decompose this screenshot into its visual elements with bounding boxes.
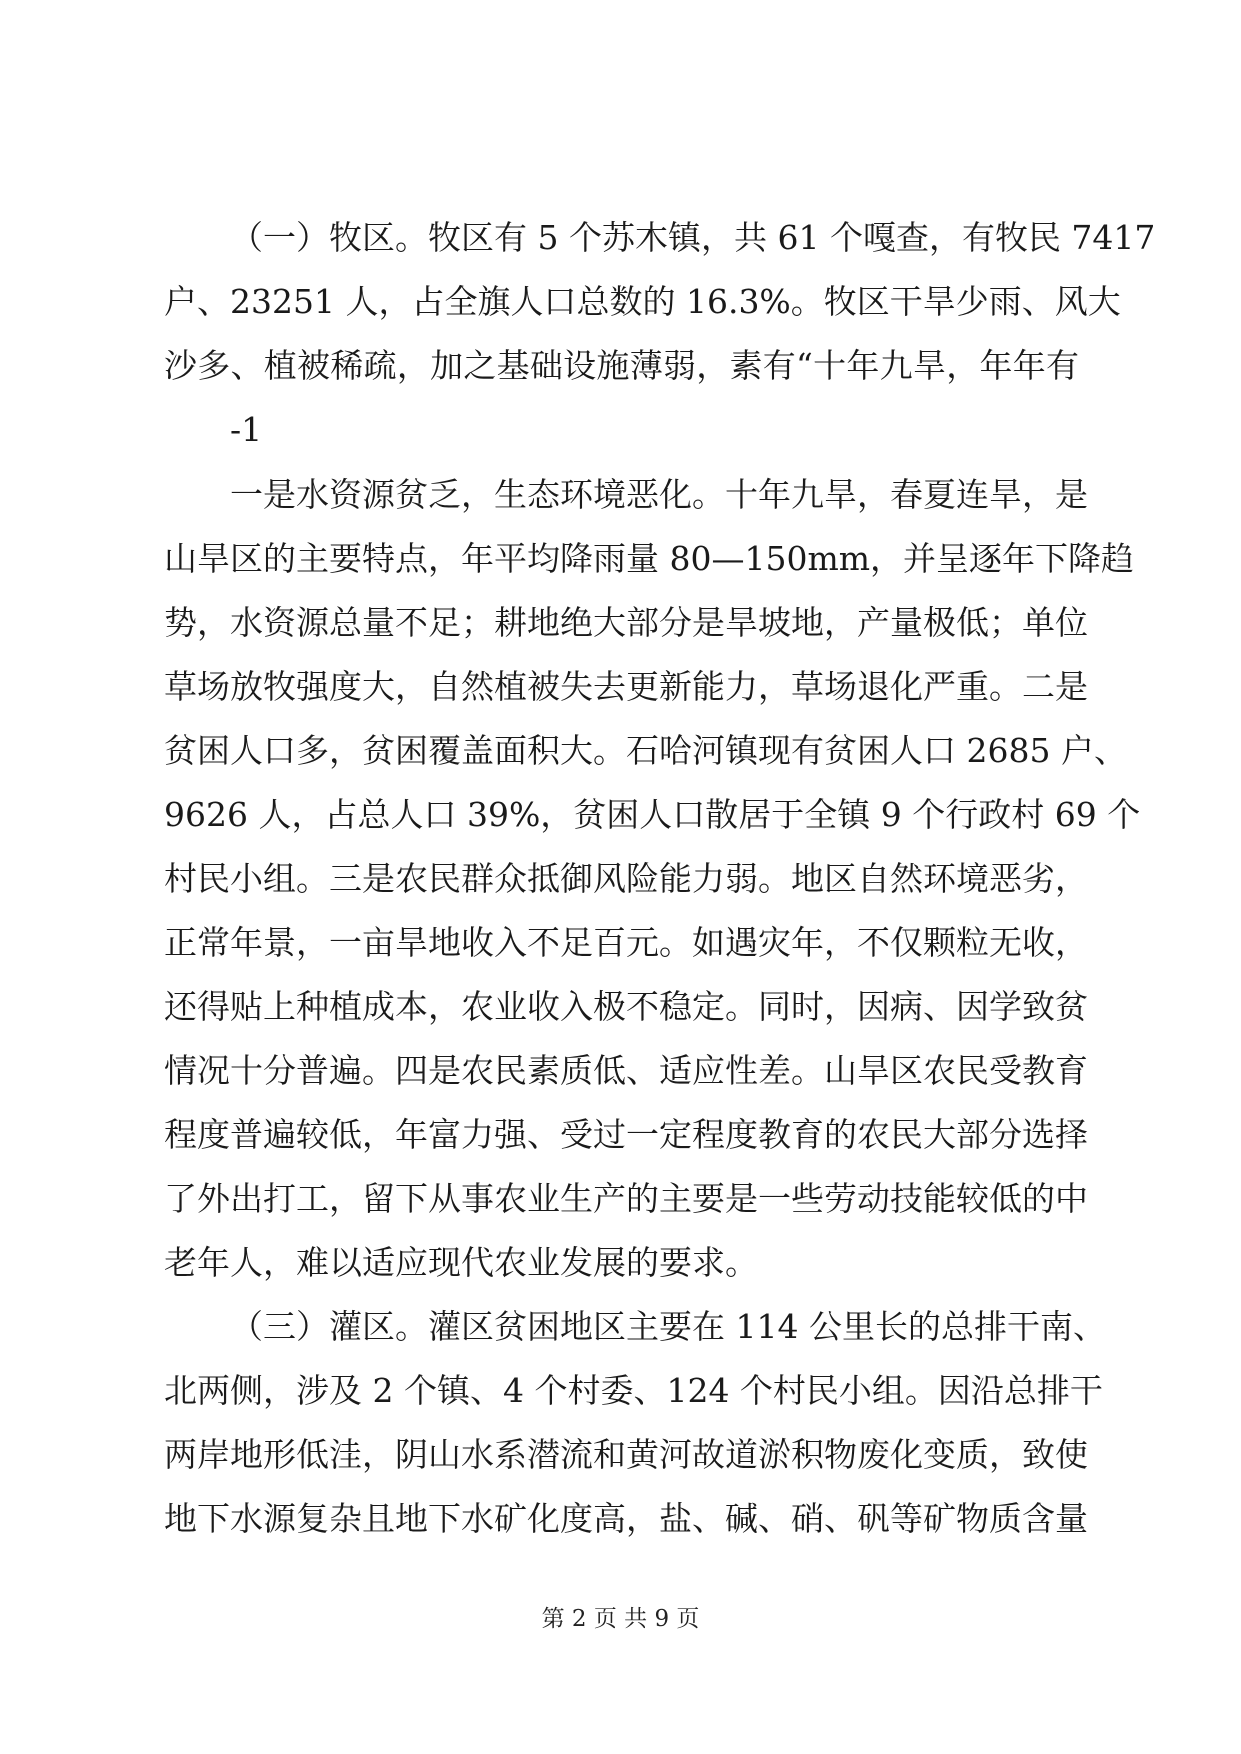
paragraph-line: 山旱区的主要特点，年平均降雨量 80—150mm，并呈逐年下降趋 — [164, 539, 1135, 578]
paragraph-line: 正常年景，一亩旱地收入不足百元。如遇灾年，不仅颗粒无收， — [164, 923, 1088, 962]
paragraph-line: 9626 人，占总人口 39%，贫困人口散居于全镇 9 个行政村 69 个 — [164, 795, 1141, 834]
page-marker: -1 — [230, 410, 263, 449]
paragraph-line: 地下水源复杂且地下水矿化度高，盐、碱、硝、矾等矿物质含量 — [164, 1499, 1088, 1538]
paragraph-line: 沙多、植被稀疏，加之基础设施薄弱，素有“十年九旱，年年有 — [164, 346, 1079, 385]
paragraph-line: 户、23251 人，占全旗人口总数的 16.3%。牧区干旱少雨、风大 — [164, 282, 1121, 321]
paragraph-line: 草场放牧强度大，自然植被失去更新能力，草场退化严重。二是 — [164, 667, 1088, 706]
paragraph-line: 情况十分普遍。四是农民素质低、适应性差。山旱区农民受教育 — [164, 1051, 1088, 1090]
paragraph-line: （三）灌区。灌区贫困地区主要在 114 公里长的总排干南、 — [230, 1307, 1106, 1346]
paragraph-line: 老年人，难以适应现代农业发展的要求。 — [164, 1243, 758, 1282]
paragraph-line: 两岸地形低洼，阴山水系潜流和黄河故道淤积物废化变质，致使 — [164, 1435, 1088, 1474]
paragraph-line: 势，水资源总量不足；耕地绝大部分是旱坡地，产量极低；单位 — [164, 603, 1088, 642]
paragraph-line: 了外出打工，留下从事农业生产的主要是一些劳动技能较低的中 — [164, 1179, 1088, 1218]
paragraph-line: 一是水资源贫乏，生态环境恶化。十年九旱，春夏连旱，是 — [230, 475, 1088, 514]
paragraph-line: 贫困人口多，贫困覆盖面积大。石哈河镇现有贫困人口 2685 户、 — [164, 731, 1127, 770]
paragraph-line: 北两侧，涉及 2 个镇、4 个村委、124 个村民小组。因沿总排干 — [164, 1371, 1103, 1410]
paragraph-line: 还得贴上种植成本，农业收入极不稳定。同时，因病、因学致贫 — [164, 987, 1088, 1026]
page-number-footer: 第 2 页 共 9 页 — [541, 1606, 700, 1632]
paragraph-line: （一）牧区。牧区有 5 个苏木镇，共 61 个嘎查，有牧民 7417 — [230, 218, 1156, 257]
paragraph-line: 村民小组。三是农民群众抵御风险能力弱。地区自然环境恶劣， — [164, 859, 1088, 898]
paragraph-line: 程度普遍较低，年富力强、受过一定程度教育的农民大部分选择 — [164, 1115, 1088, 1154]
